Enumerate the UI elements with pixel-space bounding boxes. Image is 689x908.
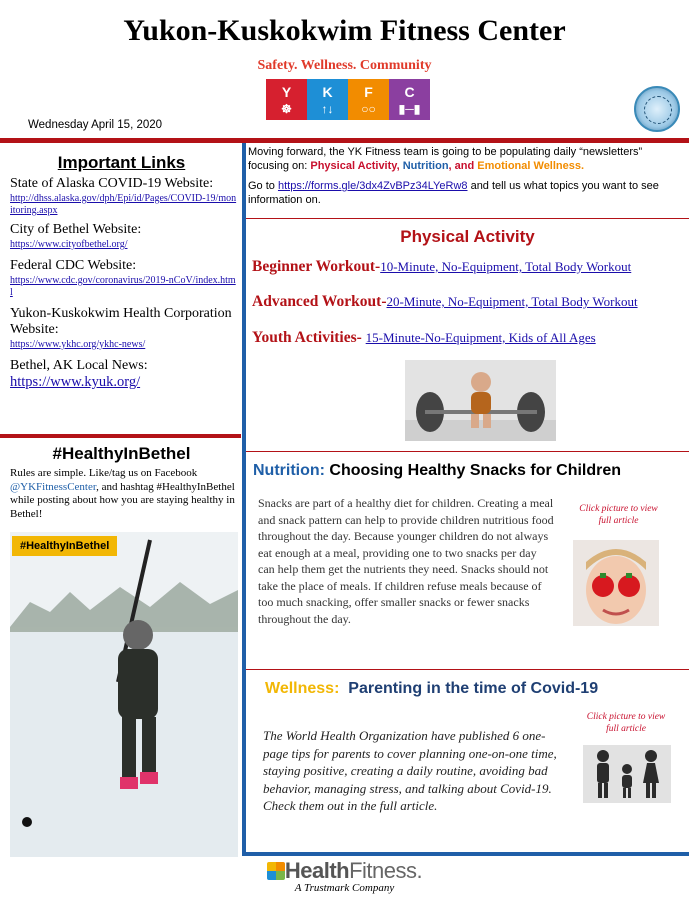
workout-sep: - xyxy=(356,329,366,346)
facebook-handle[interactable]: @YKFitnessCenter xyxy=(10,480,97,493)
rules-text: Rules are simple. Like/tag us on Facebook xyxy=(10,467,198,479)
header-divider xyxy=(0,138,689,143)
hockey-kid-photo xyxy=(10,532,238,857)
focus-nutrition: Nutrition xyxy=(402,160,449,172)
meditation-figure-icon: ☸ xyxy=(281,101,292,116)
page-title: Yukon-Kuskokwim Fitness Center xyxy=(123,14,566,47)
beginner-workout-row xyxy=(252,258,631,276)
logo-tile-y xyxy=(266,79,307,120)
brand-fitness: Fitness. xyxy=(349,858,423,883)
sidebar-divider xyxy=(0,434,241,438)
wellness-title: Parenting in the time of Covid-19 xyxy=(348,680,599,697)
focus-sep: , and xyxy=(448,160,478,172)
family-icon[interactable] xyxy=(583,745,671,803)
healthfitness-mark-icon xyxy=(267,862,285,880)
link-title: Yukon-Kuskokwim Health Corporation Website: xyxy=(10,306,232,337)
link-item xyxy=(10,358,238,391)
photo-hashtag-badge: #HealthyInBethel xyxy=(12,536,117,556)
nutrition-heading xyxy=(253,462,621,480)
hashtag-heading: #HealthyInBethel xyxy=(52,444,191,463)
intro-go: Go to xyxy=(248,180,278,192)
intro-divider xyxy=(246,218,689,219)
wellness-heading xyxy=(265,680,598,698)
trustmark-subtitle: A Trustmark Company xyxy=(294,882,395,894)
link-item xyxy=(10,258,238,299)
arrows-icon: ↑↓ xyxy=(321,101,334,116)
logo-tile-k xyxy=(307,79,348,120)
rules-text: , and hashtag #HealthyInBethel while posting about how you are staying healthy in Bethel! xyxy=(10,480,235,520)
bottom-divider xyxy=(242,852,689,856)
advanced-workout-link[interactable]: 20-Minute, No-Equipment, Total Body Workout xyxy=(386,294,638,309)
intro-text xyxy=(248,145,684,207)
intro-go-suffix: and tell us what topics you want to see information on. xyxy=(248,180,659,206)
logo-tile-c xyxy=(389,79,430,120)
link-title: Bethel, AK Local News: xyxy=(10,358,148,373)
wellness-body: The World Health Organization have published 6 one-page tips for parents to cover planning one-on-one time, staying positive, creating a daily routine, avoiding bad behavior, managing stress, and talking about Covid-19. Check them out in the full article. xyxy=(263,728,557,814)
logo-letter: K xyxy=(322,83,333,100)
intro-form-line xyxy=(248,179,684,207)
nutrition-click-hint: Click picture to view full article xyxy=(579,504,658,526)
workout-label: Youth Activities xyxy=(252,329,357,346)
link-title: State of Alaska COVID-19 Website: xyxy=(10,176,214,191)
link-item xyxy=(10,222,238,251)
nutrition-divider xyxy=(246,669,689,670)
focus-physical: Physical Activity xyxy=(310,160,397,172)
important-links-heading: Important Links xyxy=(57,153,186,172)
brand-health: Health xyxy=(284,858,350,883)
issue-date: Wednesday April 15, 2020 xyxy=(28,119,163,131)
youth-activities-link[interactable]: 15-Minute-No-Equipment, Kids of All Ages xyxy=(365,330,596,345)
youth-activities-row xyxy=(252,329,596,347)
links-list xyxy=(10,176,238,391)
beginner-workout-link[interactable]: 10-Minute, No-Equipment, Total Body Workout xyxy=(380,259,632,274)
link-title: Federal CDC Website: xyxy=(10,258,137,273)
pa-divider xyxy=(246,451,689,452)
baby-barbell-photo[interactable] xyxy=(405,360,556,441)
logo-letter: Y xyxy=(281,83,292,100)
workout-sep: - xyxy=(375,258,381,275)
girl-strawberries-photo[interactable] xyxy=(573,540,659,626)
intro-lead: Moving forward, the YK Fitness team is going to be populating daily “newsletters” focusing on: xyxy=(248,146,643,172)
link-url[interactable]: https://www.ykhc.org/ykhc-news/ xyxy=(10,339,146,350)
workout-label: Beginner Workout xyxy=(252,258,376,275)
focus-wellness: Emotional Wellness. xyxy=(477,160,585,172)
link-url[interactable]: https://www.cityofbethel.org/ xyxy=(10,239,128,250)
workout-label: Advanced Workout xyxy=(252,293,382,310)
dumbbell-icon: ▮─▮ xyxy=(398,101,421,116)
link-item xyxy=(10,176,238,217)
link-url[interactable]: https://www.kyuk.org/ xyxy=(10,374,141,390)
logo-letter: C xyxy=(404,83,415,100)
tagline: Safety. Wellness. Community xyxy=(257,58,432,73)
healthfitness-logo xyxy=(0,858,689,884)
nutrition-title: Choosing Healthy Snacks for Children xyxy=(324,462,622,479)
city-of-bethel-seal-icon xyxy=(634,86,680,132)
intro-line xyxy=(248,145,684,173)
advanced-workout-row xyxy=(252,293,638,311)
cyclist-icon: ○○ xyxy=(361,101,376,116)
nutrition-body: Snacks are part of a healthy diet for children. Creating a meal and snack pattern can help to provide children nutritious food throughout the day. Because younger children do not always eat enough at a meal, providing one to two snacks per day can help them get the nutrients they need. Snacks should not take the place of meals. If children refuse meals because of too much snacking, offer smaller snacks or fewer snacks throughout the day. xyxy=(258,496,554,626)
logo-letter: F xyxy=(364,83,373,100)
link-item xyxy=(10,306,238,351)
link-url[interactable]: http://dhss.alaska.gov/dph/Epi/id/Pages/COVID-19/monitoring.aspx xyxy=(10,193,237,216)
column-divider xyxy=(242,143,246,855)
workout-sep: - xyxy=(381,293,387,310)
link-url[interactable]: https://www.cdc.gov/coronavirus/2019-nCoV/index.html xyxy=(10,275,236,298)
nutrition-keyword: Nutrition: xyxy=(253,462,325,479)
logo-tile-f xyxy=(348,79,389,120)
hashtag-rules xyxy=(10,467,235,521)
link-title: City of Bethel Website: xyxy=(10,222,142,237)
healthfitness-footer xyxy=(0,858,689,894)
ykfc-logo xyxy=(266,79,430,120)
survey-form-link[interactable]: https://forms.gle/3dx4ZvBPz34LYeRw8 xyxy=(277,180,468,192)
wellness-click-hint: Click picture to view full article xyxy=(586,712,666,734)
focus-sep: , xyxy=(396,160,403,172)
physical-activity-heading: Physical Activity xyxy=(400,227,535,246)
wellness-keyword: Wellness: xyxy=(265,680,340,697)
